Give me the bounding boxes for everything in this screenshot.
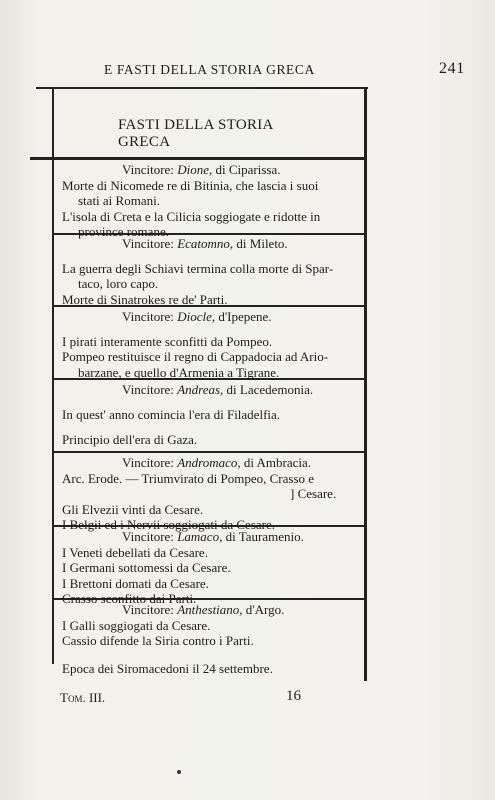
- victor-origin: di Mileto.: [233, 236, 288, 251]
- entry-separator: [52, 451, 364, 453]
- victor-prefix: Vincitore:: [122, 382, 178, 397]
- entry: [62, 162, 364, 240]
- victor-name: Diocle,: [177, 309, 216, 324]
- event-line: Cassio difende la Siria contro i Parti.: [62, 633, 254, 649]
- victor-name: Anthestiano,: [177, 602, 243, 617]
- victor-prefix: Vincitore:: [122, 455, 178, 470]
- spacer: [62, 422, 364, 432]
- event-line: Principio dell'era di Gaza.: [62, 432, 198, 448]
- entry: [62, 529, 364, 607]
- event-line: I Germani sottomessi da Cesare.: [62, 560, 231, 576]
- victor-name: Andromaco,: [177, 455, 241, 470]
- top-rule: [36, 87, 368, 89]
- header-bottom-rule: [30, 157, 366, 160]
- event-line: Morte di Nicomede re di Bitinia, che lascia i suoi: [62, 177, 319, 193]
- event-line: La guerra degli Schiavi termina colla morte di Spar-: [62, 260, 334, 276]
- event-line: province romane.: [78, 224, 169, 240]
- victor-prefix: Vincitore:: [122, 236, 178, 251]
- victor-name: Andreas,: [177, 382, 224, 397]
- spacer: [62, 325, 364, 334]
- victor-origin: di Lacedemonia.: [223, 382, 314, 397]
- signature-mark: 16: [286, 688, 301, 704]
- victor-prefix: Vincitore:: [122, 602, 178, 617]
- ink-dot: [177, 770, 181, 774]
- victor-prefix: Vincitore:: [122, 162, 178, 177]
- victor-line: [62, 162, 364, 178]
- event-line: stati ai Romani.: [78, 193, 160, 209]
- victor-line: [62, 455, 364, 471]
- victor-name: Dione,: [177, 162, 213, 177]
- victor-origin: d'Ipepene.: [215, 309, 272, 324]
- victor-origin: di Ciparissa.: [212, 162, 281, 177]
- victor-line: [62, 309, 364, 325]
- running-head: [0, 60, 495, 80]
- right-rule: [364, 89, 367, 681]
- event-line: I Veneti debellati da Cesare.: [62, 544, 208, 560]
- spacer: [62, 649, 364, 661]
- event-line: Arc. Erode. — Triumvirato di Pompeo, Crasso e: [62, 470, 315, 486]
- event-line: I Galli soggiogati da Cesare.: [62, 617, 211, 633]
- entry: [62, 455, 364, 533]
- running-title: E FASTI DELLA STORIA GRECA: [104, 62, 315, 77]
- victor-line: [62, 382, 364, 398]
- event-line: In quest' anno comincia l'era di Filadelfia.: [62, 406, 281, 422]
- victor-name: Ecatomno,: [177, 236, 234, 251]
- event-line: I Brettoni domati da Cesare.: [62, 575, 209, 591]
- event-line: L'isola di Creta e la Cilicia soggiogate e ridotte in: [62, 208, 321, 224]
- event-line: Epoca dei Siromacedoni il 24 settembre.: [62, 660, 273, 676]
- spacer: [62, 398, 364, 407]
- event-line: Pompeo restituisce il regno di Cappadocia ad Ario-: [62, 349, 329, 365]
- victor-origin: di Ambracia.: [240, 455, 312, 470]
- event-line: Gli Elvezii vinti da Cesare.: [62, 501, 204, 517]
- victor-origin: d'Argo.: [242, 602, 285, 617]
- event-line: ] Cesare.: [290, 486, 337, 502]
- page-number: 241: [439, 60, 465, 77]
- volume-label: Tom. III.: [60, 690, 106, 705]
- victor-origin: di Tauramenio.: [222, 529, 304, 544]
- victor-line: [62, 529, 364, 545]
- victor-line: [62, 602, 364, 618]
- spacer: [62, 252, 364, 261]
- victor-prefix: Vincitore:: [122, 529, 178, 544]
- event-line: barzane, e quello d'Armenia a Tigrane.: [78, 364, 280, 380]
- victor-line: [62, 236, 364, 252]
- entry: [62, 236, 364, 307]
- table-title: FASTI DELLA STORIA GRECA: [118, 117, 273, 150]
- victor-name: Lamaco,: [177, 529, 223, 544]
- entry: [62, 309, 364, 380]
- event-line: I Belgii ed i Nervii soggiogati da Cesare.: [62, 517, 276, 533]
- event-line: Crasso sconfitto dai Parti.: [62, 591, 197, 607]
- victor-prefix: Vincitore:: [122, 309, 178, 324]
- entry: [62, 602, 364, 676]
- event-line: I pirati interamente sconfitti da Pompeo.: [62, 333, 273, 349]
- event-line: Morte di Sinatrokes re de' Parti.: [62, 291, 228, 307]
- left-rule: [52, 89, 54, 664]
- event-line: taco, loro capo.: [78, 276, 159, 292]
- entry: [62, 382, 364, 448]
